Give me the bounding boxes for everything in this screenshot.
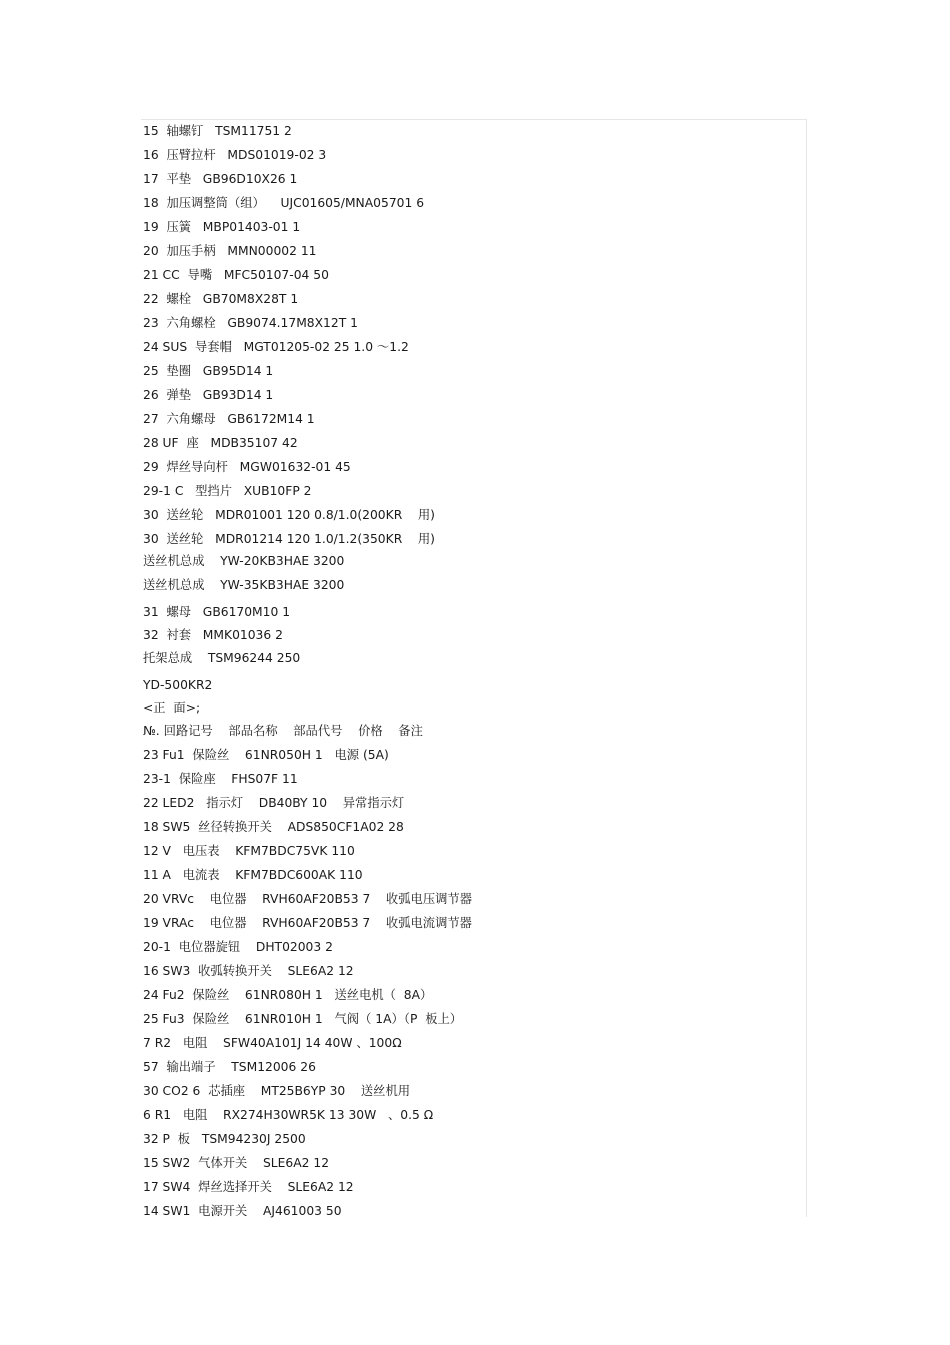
text-line: 20 VRVc 电位器 RVH60AF20B53 7 收弧电压调节器 (143, 892, 473, 906)
text-line: 23-1 保险座 FHS07F 11 (143, 772, 298, 786)
text-line: 24 Fu2 保险丝 61NR080H 1 送丝电机（ 8A） (143, 988, 433, 1002)
text-line: 送丝机总成 YW-20KB3HAE 3200 (143, 554, 345, 568)
text-line: 57 输出端子 TSM12006 26 (143, 1060, 316, 1074)
text-line: 23 Fu1 保险丝 61NR050H 1 电源 (5A) (143, 748, 389, 762)
text-line: 18 加压调整筒（组） UJC01605/MNA05701 6 (143, 196, 425, 210)
text-line: 15 轴螺钉 TSM11751 2 (143, 124, 292, 138)
text-line: 29 焊丝导向杆 MGW01632-01 45 (143, 460, 351, 474)
text-line: 32 衬套 MMK01036 2 (143, 628, 283, 642)
text-line: 16 SW3 收弧转换开关 SLE6A2 12 (143, 964, 354, 978)
text-line: 18 SW5 丝径转换开关 ADS850CF1A02 28 (143, 820, 404, 834)
text-line: 12 V 电压表 KFM7BDC75VK 110 (143, 844, 355, 858)
text-line: 托架总成 TSM96244 250 (143, 651, 301, 665)
text-line: 29-1 C 型挡片 XUB10FP 2 (143, 484, 312, 498)
text-line: 6 R1 电阻 RX274H30WR5K 13 30W 、0.5 Ω (143, 1108, 434, 1122)
text-line: 30 送丝轮 MDR01214 120 1.0/1.2(350KR 用) (143, 532, 435, 546)
model-heading: YD-500KR2 (143, 678, 213, 692)
text-line: 20 加压手柄 MMN00002 11 (143, 244, 317, 258)
text-line: 17 平垫 GB96D10X26 1 (143, 172, 298, 186)
text-line: 24 SUS 导套帽 MGT01205-02 25 1.0 ～1.2 (143, 340, 409, 354)
text-line: 27 六角螺母 GB6172M14 1 (143, 412, 315, 426)
text-line: 14 SW1 电源开关 AJ461003 50 (143, 1204, 342, 1218)
column-header: №. 回路记号 部品名称 部品代号 价格 备注 (143, 724, 423, 738)
text-line: 22 LED2 指示灯 DB40BY 10 异常指示灯 (143, 796, 405, 810)
text-line: 19 VRAc 电位器 RVH60AF20B53 7 收弧电流调节器 (143, 916, 472, 930)
text-line: 21 CC 导嘴 MFC50107-04 50 (143, 268, 329, 282)
text-line: 32 P 板 TSM94230J 2500 (143, 1132, 306, 1146)
text-line: 31 螺母 GB6170M10 1 (143, 605, 291, 619)
text-line: 23 六角螺栓 GB9074.17M8X12T 1 (143, 316, 358, 330)
text-line: 25 垫圈 GB95D14 1 (143, 364, 274, 378)
text-line: 30 CO2 6 芯插座 MT25B6YP 30 送丝机用 (143, 1084, 411, 1098)
text-line: 7 R2 电阻 SFW40A101J 14 40W 、100Ω (143, 1036, 402, 1050)
text-line: 19 压簧 MBP01403-01 1 (143, 220, 301, 234)
text-line: 16 压臂拉杆 MDS01019-02 3 (143, 148, 327, 162)
text-line: 11 A 电流表 KFM7BDC600AK 110 (143, 868, 363, 882)
text-line: 20-1 电位器旋钮 DHT02003 2 (143, 940, 333, 954)
text-line: 17 SW4 焊丝选择开关 SLE6A2 12 (143, 1180, 354, 1194)
text-line: 15 SW2 气体开关 SLE6A2 12 (143, 1156, 330, 1170)
section-heading: <正 面>; (143, 701, 201, 715)
text-line: 28 UF 座 MDB35107 42 (143, 436, 298, 450)
text-line: 26 弹垫 GB93D14 1 (143, 388, 274, 402)
text-line: 22 螺栓 GB70M8X28T 1 (143, 292, 299, 306)
text-line: 25 Fu3 保险丝 61NR010H 1 气阀（ 1A）（P 板上） (143, 1012, 463, 1026)
text-line: 30 送丝轮 MDR01001 120 0.8/1.0(200KR 用) (143, 508, 435, 522)
text-line: 送丝机总成 YW-35KB3HAE 3200 (143, 578, 345, 592)
page-border (141, 119, 807, 1217)
